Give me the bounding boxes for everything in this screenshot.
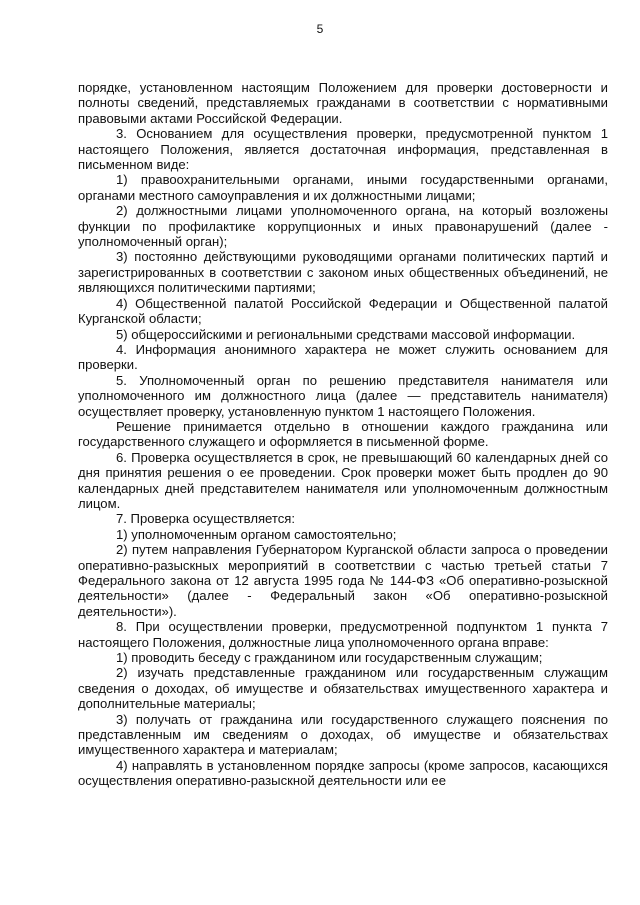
paragraph: 1) правоохранительными органами, иными государственными органами, органами местного самоуправления и их должностными лицами; (78, 172, 608, 203)
paragraph: 4) Общественной палатой Российской Федерации и Общественной палатой Курганской области; (78, 295, 608, 327)
page-number: 5 (316, 22, 324, 36)
paragraph: 7. Проверка осуществляется: (116, 511, 296, 527)
paragraph: 2) должностными лицами уполномоченного органа, на который возложены функции по профилактике коррупционных и иных правонарушений (далее - уполномоченный орган); (78, 203, 608, 250)
paragraph: 8. При осуществлении проверки, предусмотренной подпунктом 1 пункта 7 настоящего Положения, должностные лица уполномоченного органа вправе: (78, 619, 608, 650)
paragraph: 5. Уполномоченный орган по решению представителя нанимателя или уполномоченного им должностного лица (далее — представитель нанимателя) осуществляет проверку, установленную пунктом 1 настоящего Положения. (78, 372, 608, 419)
paragraph: 5) общероссийскими и региональными средствами массовой информации. (116, 326, 576, 342)
paragraph: 1) проводить беседу с гражданином или государственным служащим; (116, 650, 543, 666)
paragraph: 4) направлять в установленном порядке запросы (кроме запросов, касающихся осуществления оперативно-разыскной деятельности или ее (78, 757, 608, 789)
paragraph: 4. Информация анонимного характера не может служить основанием для проверки. (78, 341, 608, 373)
paragraph: 3) получать от гражданина или государственного служащего пояснения по представленным им сведениям о доходах, об имуществе и обязательствах имущественного характера и материалам; (78, 711, 608, 758)
paragraph: 1) уполномоченным органом самостоятельно; (116, 526, 397, 542)
paragraph: Решение принимается отдельно в отношении каждого гражданина или государственного служащего и оформляется в письменной форме. (78, 418, 608, 450)
paragraph: порядке, установленном настоящим Положением для проверки достоверности и полноты сведений, представляемых гражданами в соответствии с нормативными правовыми актами Российской Федерации. (78, 80, 608, 126)
paragraph: 6. Проверка осуществляется в срок, не превышающий 60 календарных дней со дня принятия решения о ее проведении. Срок проверки может быть продлен до 90 календарных дней представителем нанимателя или уполномоченным должностным лицом. (78, 449, 608, 511)
body-text (78, 80, 608, 789)
paragraph: 2) изучать представленные гражданином или государственным служащим сведения о доходах, об имуществе и обязательствах имущественного характера и дополнительные материалы; (78, 665, 608, 712)
paragraph: 2) путем направления Губернатором Курганской области запроса о проведении оперативно-разыскных мероприятий в соответствии с частью третьей статьи 7 Федерального закона от 12 августа 1995 года № 144-ФЗ «Об оперативно-розыскной деятельности» (далее - Федеральный закон «Об оперативно-розыскной деятельности»). (78, 542, 608, 619)
paragraph: 3) постоянно действующими руководящими органами политических партий и зарегистрированных в соответствии с законом иных общественных объединений, не являющихся политическими партиями; (78, 249, 608, 296)
paragraph: 3. Основанием для осуществления проверки, предусмотренной пунктом 1 настоящего Положения, является достаточная информация, представленная в письменном виде: (78, 126, 608, 173)
